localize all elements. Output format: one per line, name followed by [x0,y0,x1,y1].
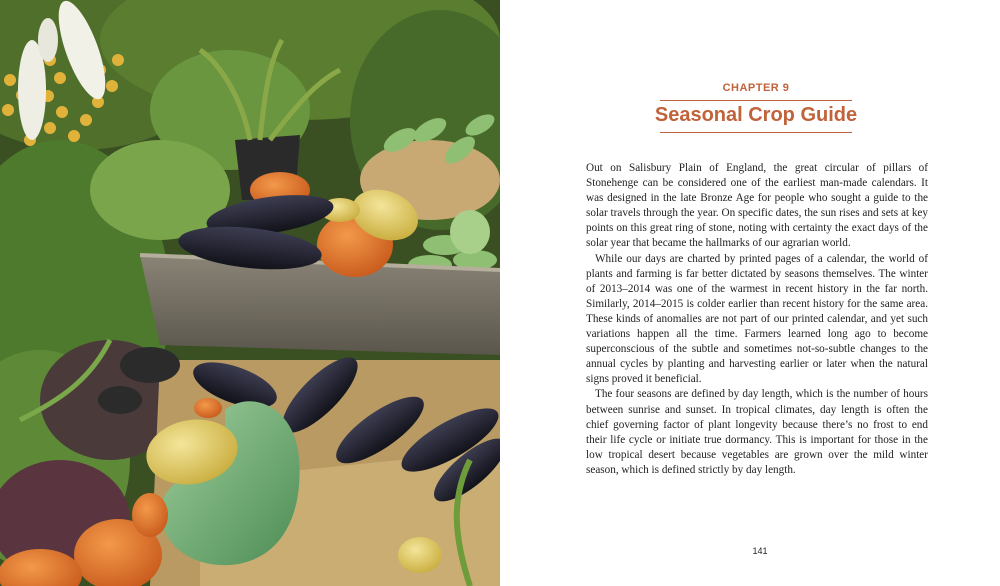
paragraph: The four seasons are defined by day length, which is the number of hours between sunrise and sunset. In tropical climates, day length is often the chief governing factor of plant longevity because there’s no frost to end their life cycle or initiate true dormancy. This is important for those in the low tropical desert because vegetables are grown over the mild winter season, which is defined strictly by day length. [586,388,928,476]
paragraph: While our days are charted by printed pages of a calendar, the world of plants and farming is far better dictated by seasons themselves. The winter of 2013–2014 was one of the warmest in recent history in the far north. Similarly, 2014–2015 is colder earlier than recent history for the same area. These kinds of anomalies are not part of our printed calendar, and yet such variations happen all the time. Farmers learned long ago to become superconscious of the subtle and sometimes not-so-subtle changes to the annual cycles by planting and harvesting earlier or later when the natural signs proved it beneficial. [586,252,928,386]
chapter-title: Seasonal Crop Guide [654,104,858,126]
chapter-label: CHAPTER 9 [722,82,790,94]
title-rule-bottom [660,132,852,133]
paragraph: Out on Salisbury Plain of England, the great circular of pillars of Stonehenge can be considered one of the earliest man-made calendars. It was designed in the late Bronze Age for people who sought a guide to the solar travels through the year. On specific dates, the sun rises and sets at key points on this great ring of stone, noting with certainty the exact days of the solar year that became the hallmarks of our agrarian world. [586,162,928,250]
text-page [500,0,1000,586]
title-rule-top [660,100,852,101]
body-text [586,161,928,478]
page-number: 141 [752,546,768,556]
